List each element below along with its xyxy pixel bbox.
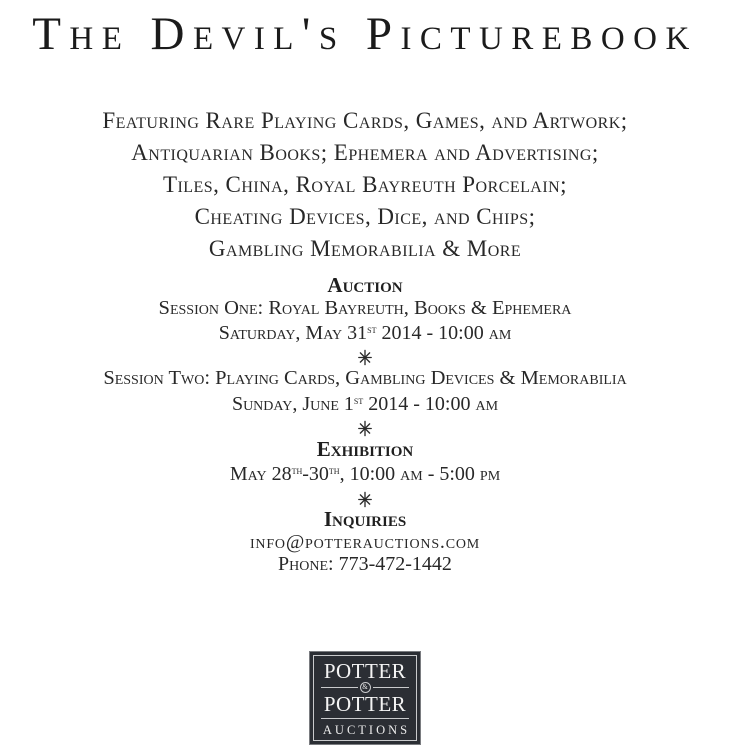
date-text: May 28 bbox=[229, 463, 292, 486]
ampersand-badge: & bbox=[360, 682, 371, 693]
ordinal-superscript: st bbox=[353, 394, 364, 407]
session-one-date bbox=[0, 319, 730, 345]
featuring-line: Featuring Rare Playing Cards, Games, and Artwork; bbox=[102, 108, 628, 133]
asterisk-divider-icon bbox=[357, 420, 373, 437]
divider-line bbox=[373, 687, 410, 688]
date-text: 2014 - 10:00 am bbox=[376, 322, 512, 345]
logo-word-top: POTTER bbox=[323, 658, 407, 683]
ordinal-superscript: th bbox=[328, 465, 340, 478]
inquiries-phone: Phone: 773-472-1442 bbox=[278, 553, 452, 576]
ordinal-superscript: st bbox=[367, 324, 377, 336]
ordinal-superscript: th bbox=[291, 465, 303, 478]
featuring-line: Tiles, China, Royal Bayreuth Porcelain; bbox=[163, 172, 567, 197]
exhibition-date bbox=[0, 460, 730, 486]
featuring-line: Antiquarian Books; Ephemera and Advertising; bbox=[131, 140, 599, 165]
event-details-block bbox=[0, 274, 730, 576]
session-one-title: Session One: Royal Bayreuth, Books & Ephemera bbox=[158, 296, 572, 319]
featuring-line: Cheating Devices, Dice, and Chips; bbox=[194, 204, 536, 229]
date-text: Sunday, June 1 bbox=[231, 392, 354, 415]
date-text: , 10:00 am - 5:00 pm bbox=[339, 463, 501, 486]
inquiries-email: info@potterauctions.com bbox=[249, 530, 481, 553]
page-title: The Devil's Picturebook bbox=[32, 8, 698, 60]
logo-inner-frame bbox=[313, 655, 417, 741]
asterisk-divider-icon bbox=[357, 491, 373, 508]
divider-line bbox=[321, 687, 358, 688]
logo-subtitle: AUCTIONS bbox=[322, 722, 411, 737]
exhibition-heading: Exhibition bbox=[316, 436, 414, 461]
auction-heading: Auction bbox=[327, 273, 403, 297]
featuring-line: Gambling Memorabilia & More bbox=[208, 236, 522, 261]
date-text: Saturday, May 31 bbox=[218, 322, 368, 345]
section-divider bbox=[0, 345, 730, 368]
section-divider bbox=[0, 486, 730, 509]
inquiries-heading: Inquiries bbox=[323, 507, 407, 532]
potter-auctions-logo bbox=[309, 651, 421, 745]
featuring-block bbox=[0, 105, 730, 265]
asterisk-divider-icon bbox=[357, 349, 373, 366]
session-two-title: Session Two: Playing Cards, Gambling Devices & Memorabilia bbox=[103, 367, 627, 390]
logo-word-bottom: POTTER bbox=[323, 691, 407, 716]
section-divider bbox=[0, 415, 730, 438]
logo-rule bbox=[321, 718, 409, 719]
date-text: 2014 - 10:00 am bbox=[363, 392, 499, 415]
session-two-date bbox=[0, 390, 730, 416]
date-text: -30 bbox=[302, 463, 329, 486]
logo-ampersand-divider bbox=[321, 682, 409, 693]
